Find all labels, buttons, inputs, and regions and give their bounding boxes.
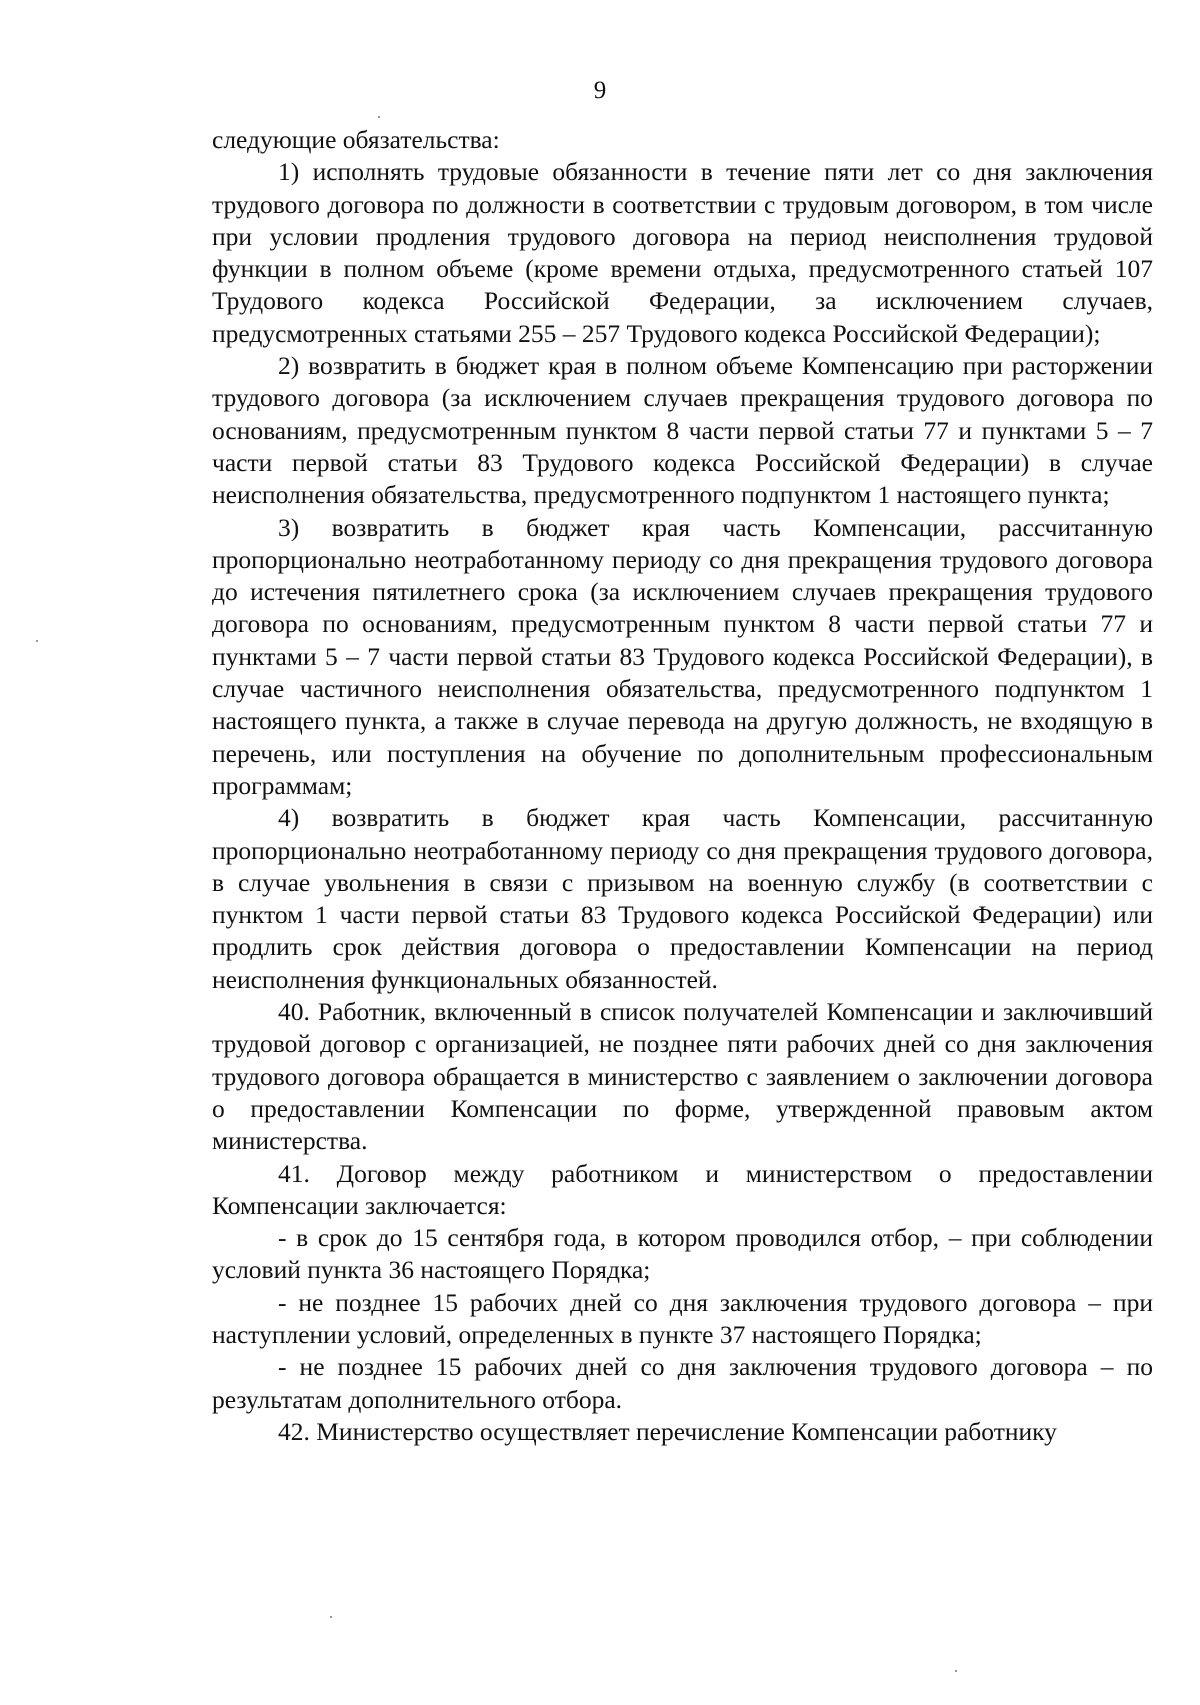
paragraph-41-dash-3: - не позднее 15 рабочих дней со дня заключения трудового договора – по результатам дополнительного отбора. xyxy=(212,1352,1153,1414)
paragraph-item-1: 1) исполнять трудовые обязанности в течение пяти лет со дня заключения трудового договора по должности в соответствии с трудовым договором, в том числе при условии продления трудового договора на период неисполнения трудовой функции в полном объеме (кроме времени отдыха, предусмотренного статьей 107 Трудового кодекса Российской Федерации, за исключением случаев, предусмотренных статьями 255 – 257 Трудового кодекса Российской Федерации); xyxy=(212,157,1153,348)
document-body xyxy=(212,124,1153,1448)
scan-speck xyxy=(330,1616,332,1618)
paragraph-item-2: 2) возвратить в бюджет края в полном объеме Компенсацию при расторжении трудового договора (за исключением случаев прекращения трудового договора по основаниям, предусмотренным пунктом 8 части первой статьи 77 и пунктами 5 – 7 части первой статьи 83 Трудового кодекса Российской Федерации) в случае неисполнения обязательства, предусмотренного подпунктом 1 настоящего пункта; xyxy=(212,351,1153,510)
paragraph-40: 40. Работник, включенный в список получателей Компенсации и заключивший трудовой договор с организацией, не позднее пяти рабочих дней со дня заключения трудового договора обращается в министерство с заявлением о заключении договора о предоставлении Компенсации по форме, утвержденной правовым актом министерства. xyxy=(212,997,1153,1156)
paragraph-41-dash-2: - не позднее 15 рабочих дней со дня заключения трудового договора – при наступлении условий, определенных в пункте 37 настоящего Порядка; xyxy=(212,1287,1153,1349)
scan-speck xyxy=(955,1670,957,1672)
scan-speck xyxy=(36,640,38,642)
paragraph-41: 41. Договор между работником и министерством о предоставлении Компенсации заключается: xyxy=(212,1158,1153,1220)
paragraph-continuation: следующие обязательства: xyxy=(212,125,500,154)
paragraph-item-3: 3) возвратить в бюджет края часть Компенсации, рассчитанную пропорционально неотработанному периоду со дня прекращения трудового договора до истечения пятилетнего срока (за исключением случаев прекращения трудового договора по основаниям, предусмотренным пунктом 8 части первой статьи 77 и пунктами 5 – 7 части первой статьи 83 Трудового кодекса Российской Федерации), в случае частичного неисполнения обязательства, предусмотренного подпунктом 1 настоящего пункта, а также в случае перевода на другую должность, не входящую в перечень, или поступления на обучение по дополнительным профессиональным программам; xyxy=(212,512,1153,800)
page-number: 9 xyxy=(593,77,607,104)
paragraph-42: 42. Министерство осуществляет перечисление Компенсации работнику xyxy=(278,1416,1057,1446)
paragraph-41-dash-1: - в срок до 15 сентября года, в котором проводился отбор, – при соблюдении условий пункта 36 настоящего Порядка; xyxy=(212,1223,1153,1285)
paragraph-item-4: 4) возвратить в бюджет края часть Компенсации, рассчитанную пропорционально неотработанному периоду со дня прекращения трудового договора, в случае увольнения в связи с призывом на военную службу (в соответствии с пунктом 1 части первой статьи 83 Трудового кодекса Российской Федерации) или продлить срок действия договора о предоставлении Компенсации на период неисполнения функциональных обязанностей. xyxy=(212,803,1153,994)
scan-speck xyxy=(378,116,380,118)
